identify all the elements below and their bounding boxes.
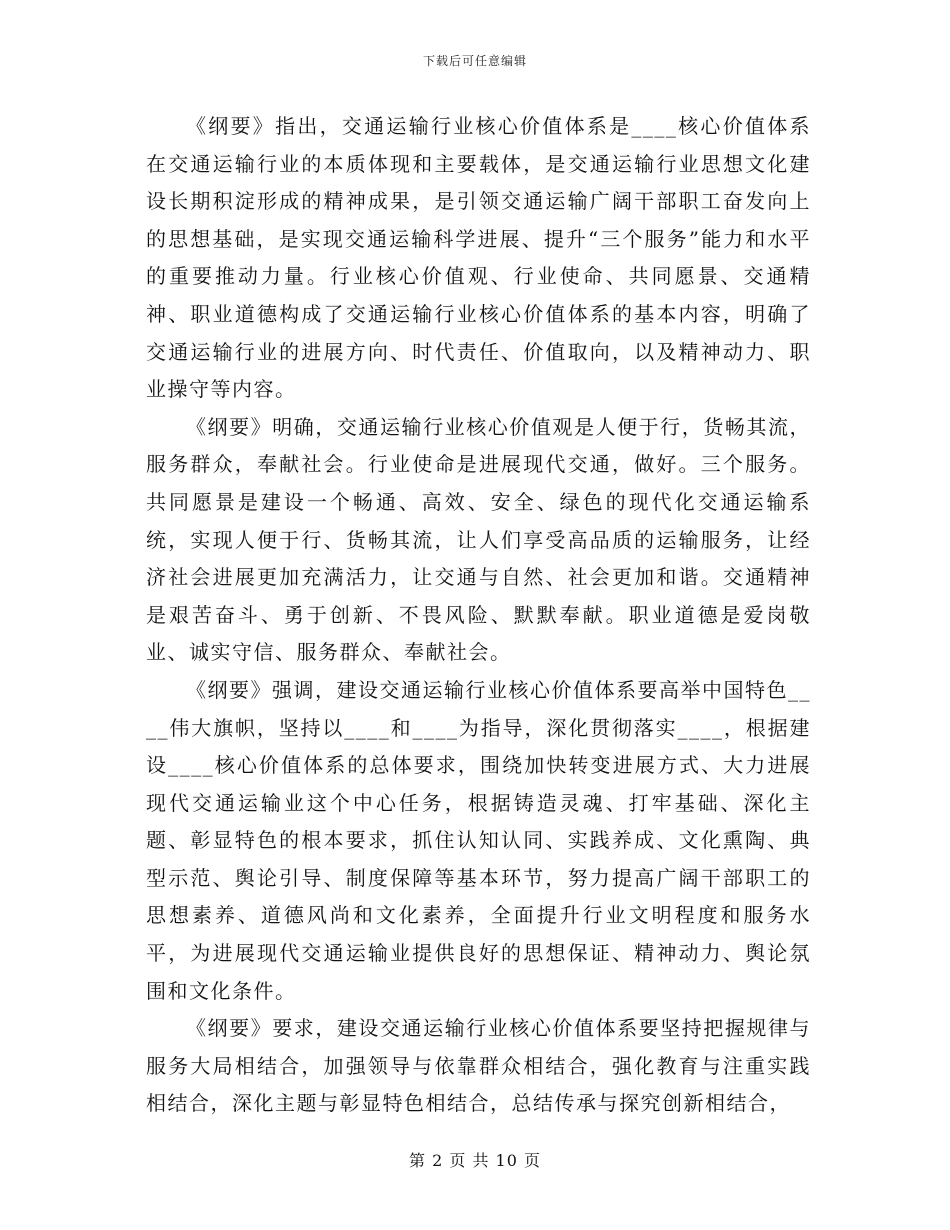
page-number: 第 2 页 共 10 页 bbox=[409, 1151, 541, 1170]
document-body bbox=[146, 108, 811, 1123]
paragraph-outline-points: 《纲要》指出，交通运输行业核心价值体系是____核心价值体系在交通运输行业的本质体现和主要载体，是交通运输行业思想文化建设长期积淀形成的精神成果，是引领交通运输广阔干部职工奋发向上的思想基础，是实现交通运输科学进展、提升“三个服务”能力和水平的重要推动力量。行业核心价值观、行业使命、共同愿景、交通精神、职业道德构成了交通运输行业核心价值体系的基本内容，明确了交通运输行业的进展方向、时代责任、价值取向，以及精神动力、职业操守等内容。 bbox=[146, 114, 811, 402]
paragraph-outline-requires: 《纲要》要求，建设交通运输行业核心价值体系要坚持把握规律与服务大局相结合，加强领导与依靠群众相结合，强化教育与注重实践相结合，深化主题与彰显特色相结合，总结传承与探究创新相结合， bbox=[146, 1016, 811, 1116]
paragraph-outline-defines: 《纲要》明确，交通运输行业核心价值观是人便于行，货畅其流，服务群众，奉献社会。行业使命是进展现代交通，做好。三个服务。共同愿景是建设一个畅通、高效、安全、绿色的现代化交通运输系统，实现人便于行、货畅其流，让人们享受高品质的运输服务，让经济社会进展更加充满活力，让交通与自然、社会更加和谐。交通精神是艰苦奋斗、勇于创新、不畏风险、默默奉献。职业道德是爱岗敬业、诚实守信、服务群众、奉献社会。 bbox=[146, 414, 811, 665]
paragraph-outline-emphasizes: 《纲要》强调，建设交通运输行业核心价值体系要高举中国特色____伟大旗帜，坚持以____和____为指导，深化贯彻落实____，根据建设____核心价值体系的总体要求，围绕加快转变进展方式、大力进展现代交通运输业这个中心任务，根据铸造灵魂、打牢基础、深化主题、彰显特色的根本要求，抓住认知认同、实践养成、文化熏陶、典型示范、舆论引导、制度保障等基本环节，努力提高广阔干部职工的思想素养、道德风尚和文化素养，全面提升行业文明程度和服务水平，为进展现代交通运输业提供良好的思想保证、精神动力、舆论氛围和文化条件。 bbox=[146, 677, 811, 1003]
page-header: 下载后可任意编辑 bbox=[422, 54, 527, 68]
